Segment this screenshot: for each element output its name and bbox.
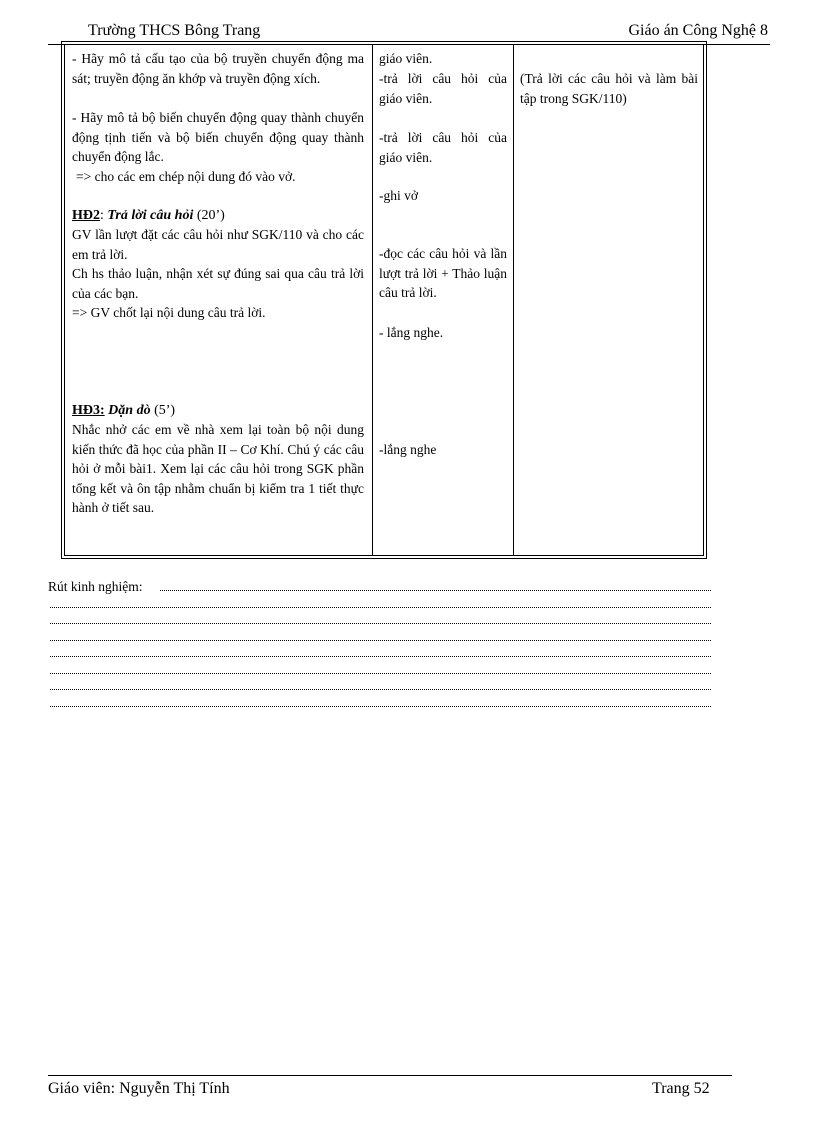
notes-label: Rút kinh nghiệm: bbox=[48, 579, 143, 594]
cell-text: -trả lời câu hỏi của giáo viên. bbox=[379, 130, 507, 165]
header-subject: Giáo án Công Nghệ 8 bbox=[628, 22, 768, 39]
cell-text: -lắng nghe bbox=[379, 442, 437, 457]
notes-dotted-line bbox=[50, 656, 711, 657]
hd2-time: (20’) bbox=[193, 208, 225, 223]
notes-dotted-line bbox=[50, 689, 711, 690]
student-activity-column bbox=[372, 44, 514, 555]
cell-text: => cho các em chép nội dung đó vào vở. bbox=[76, 169, 296, 184]
cell-text: GV lần lượt đặt các câu hỏi như SGK/110 và cho các em trả lời. bbox=[72, 227, 364, 262]
activity-heading-hd2 bbox=[72, 206, 364, 226]
hd2-label: HĐ2 bbox=[72, 208, 100, 223]
header-school: Trường THCS Bông Trang bbox=[88, 22, 261, 39]
lesson-table bbox=[64, 44, 704, 556]
footer-page-number: Trang 52 bbox=[652, 1080, 710, 1097]
cell-text: - Hãy mô tả cấu tạo của bộ truyền chuyển động ma sát; truyền động ăn khớp và truyền động xích. bbox=[72, 51, 364, 86]
footer-teacher: Giáo viên: Nguyễn Thị Tính bbox=[48, 1080, 230, 1097]
notes-dotted-line bbox=[160, 590, 711, 591]
content-column bbox=[513, 44, 704, 555]
cell-text: -ghi vở bbox=[379, 188, 419, 203]
cell-text: (Trả lời các câu hỏi và làm bài tập trong SGK/110) bbox=[520, 71, 698, 106]
cell-text: -trả lời câu hỏi của giáo viên. bbox=[379, 71, 507, 106]
notes-dotted-line bbox=[50, 623, 711, 624]
cell-text: giáo viên. bbox=[379, 51, 433, 66]
teacher-activity-column bbox=[65, 44, 372, 555]
cell-text: - Hãy mô tả bộ biến chuyển động quay thành chuyển động tịnh tiến và bộ biến chuyển động quay thành chuyển động lắc. bbox=[72, 110, 364, 164]
activity-heading-hd3 bbox=[72, 401, 364, 421]
notes-dotted-line bbox=[50, 640, 711, 641]
cell-text: Nhắc nhở các em về nhà xem lại toàn bộ nội dung kiến thức đã học của phần II – Cơ Khí. Chú ý các câu hỏi ở mỗi bài1. Xem lại các câu hỏi trong SGK phần tổng kết và ôn tập nhằm chuẩn bị kiểm tra 1 tiết thực hành ở tiết sau. bbox=[72, 422, 364, 515]
hd2-title: Trả lời câu hỏi bbox=[107, 208, 194, 223]
cell-text: Ch hs thảo luận, nhận xét sự đúng sai qua câu trả lời của các bạn. bbox=[72, 266, 364, 301]
hd2-sep: : bbox=[100, 208, 108, 223]
cell-text: - lắng nghe. bbox=[379, 325, 444, 340]
notes-dotted-line bbox=[50, 706, 711, 707]
notes-dotted-line bbox=[50, 607, 711, 608]
notes-dotted-line bbox=[50, 673, 711, 674]
hd3-title: Dặn dò bbox=[108, 403, 151, 418]
footer-rule bbox=[48, 1075, 732, 1076]
cell-text: => GV chốt lại nội dung câu trả lời. bbox=[72, 305, 266, 320]
hd3-label: HĐ3: bbox=[72, 403, 105, 418]
hd3-time: (5’) bbox=[150, 403, 176, 418]
cell-text: -đọc các câu hỏi và lần lượt trả lời + Thảo luận câu trả lời. bbox=[379, 246, 507, 300]
